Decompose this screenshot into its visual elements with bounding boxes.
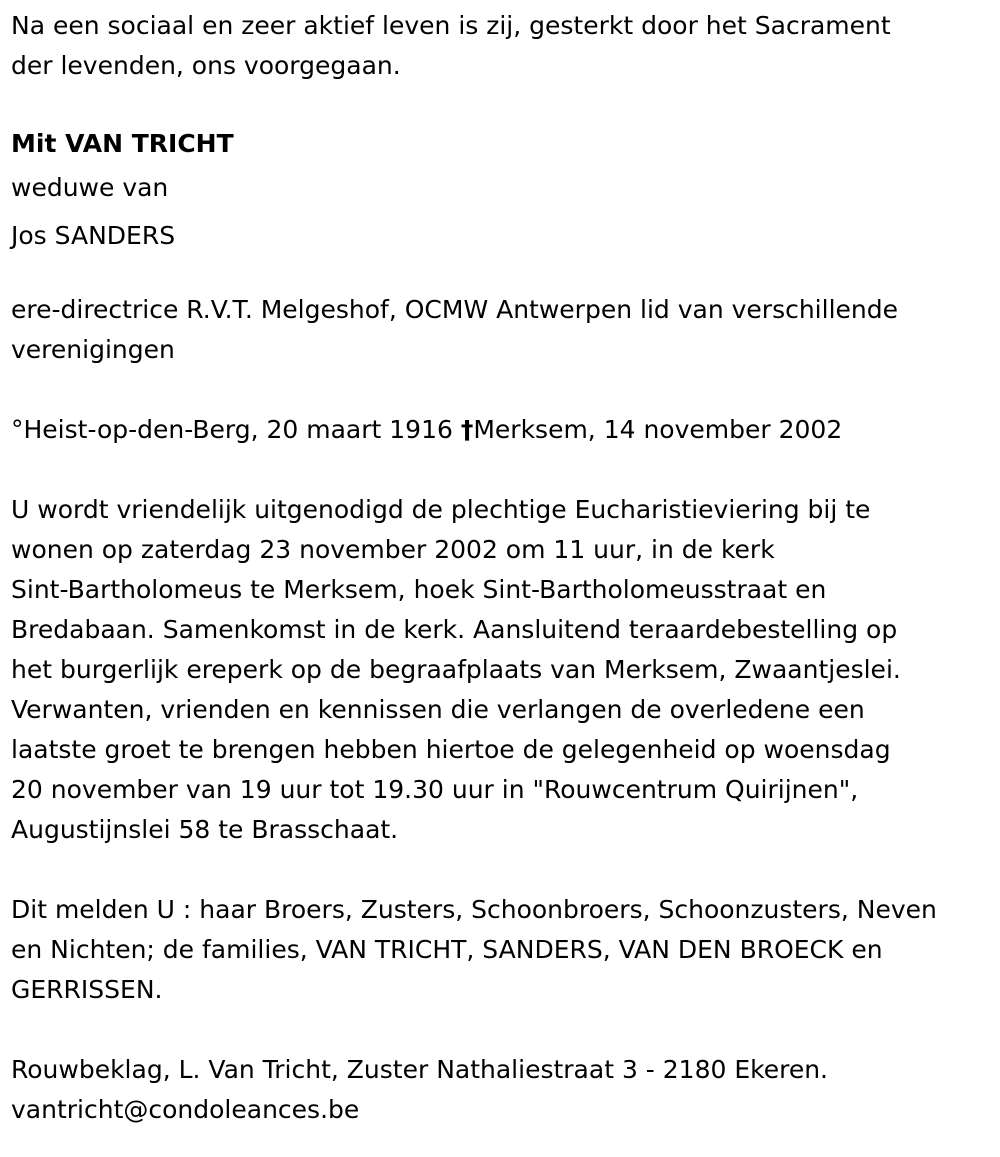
intro-paragraph: Na een sociaal en zeer aktief leven is zij, gesterkt door het Sacrament der levenden, ons voorgegaan. (11, 11, 891, 80)
condolence-address: Rouwbeklag, L. Van Tricht, Zuster Nathaliestraat 3 - 2180 Ekeren. (11, 1055, 829, 1084)
occupation-paragraph: ere-directrice R.V.T. Melgeshof, OCMW Antwerpen lid van verschillende verenigingen (11, 295, 898, 364)
death-text: Merksem, 14 november 2002 (473, 415, 843, 444)
announcement-paragraph: Dit melden U : haar Broers, Zusters, Schoonbroers, Schoonzusters, Neven en Nichten; de families, VAN TRICHT, SANDERS, VAN DEN BROECK en GERRISSEN. (11, 895, 937, 1004)
birth-text: Heist-op-den-Berg, 20 maart 1916 (23, 415, 453, 444)
deceased-name: Mit VAN TRICHT (11, 129, 234, 158)
invitation-paragraph: U wordt vriendelijk uitgenodigd de plechtige Eucharistieviering bij te wonen op zaterdag 23 november 2002 om 11 uur, in de kerk Sint-Bartholomeus te Merksem, hoek Sint-Bartholomeusstraat en Bredabaan. Samenkomst in de kerk. Aansluitend teraardebestelling op het burgerlijk ereperk op de begraafplaats van Merksem, Zwaantjeslei. Verwanten, vrienden en kennissen die verlangen de overledene een laatste groet te brengen hebben hiertoe de gelegenheid op woensdag 20 november van 19 uur tot 19.30 uur in "Rouwcentrum Quirijnen", Augustijnslei 58 te Brasschaat. (11, 495, 901, 844)
spouse-name: Jos SANDERS (11, 221, 176, 250)
birth-marker: ° (11, 415, 24, 444)
condolence-email[interactable]: vantricht@condoleances.be (11, 1095, 360, 1124)
obituary-document (11, 6, 996, 1130)
relation-text: weduwe van (11, 173, 169, 202)
cross-icon: † (460, 415, 474, 444)
dates-line (11, 410, 996, 450)
